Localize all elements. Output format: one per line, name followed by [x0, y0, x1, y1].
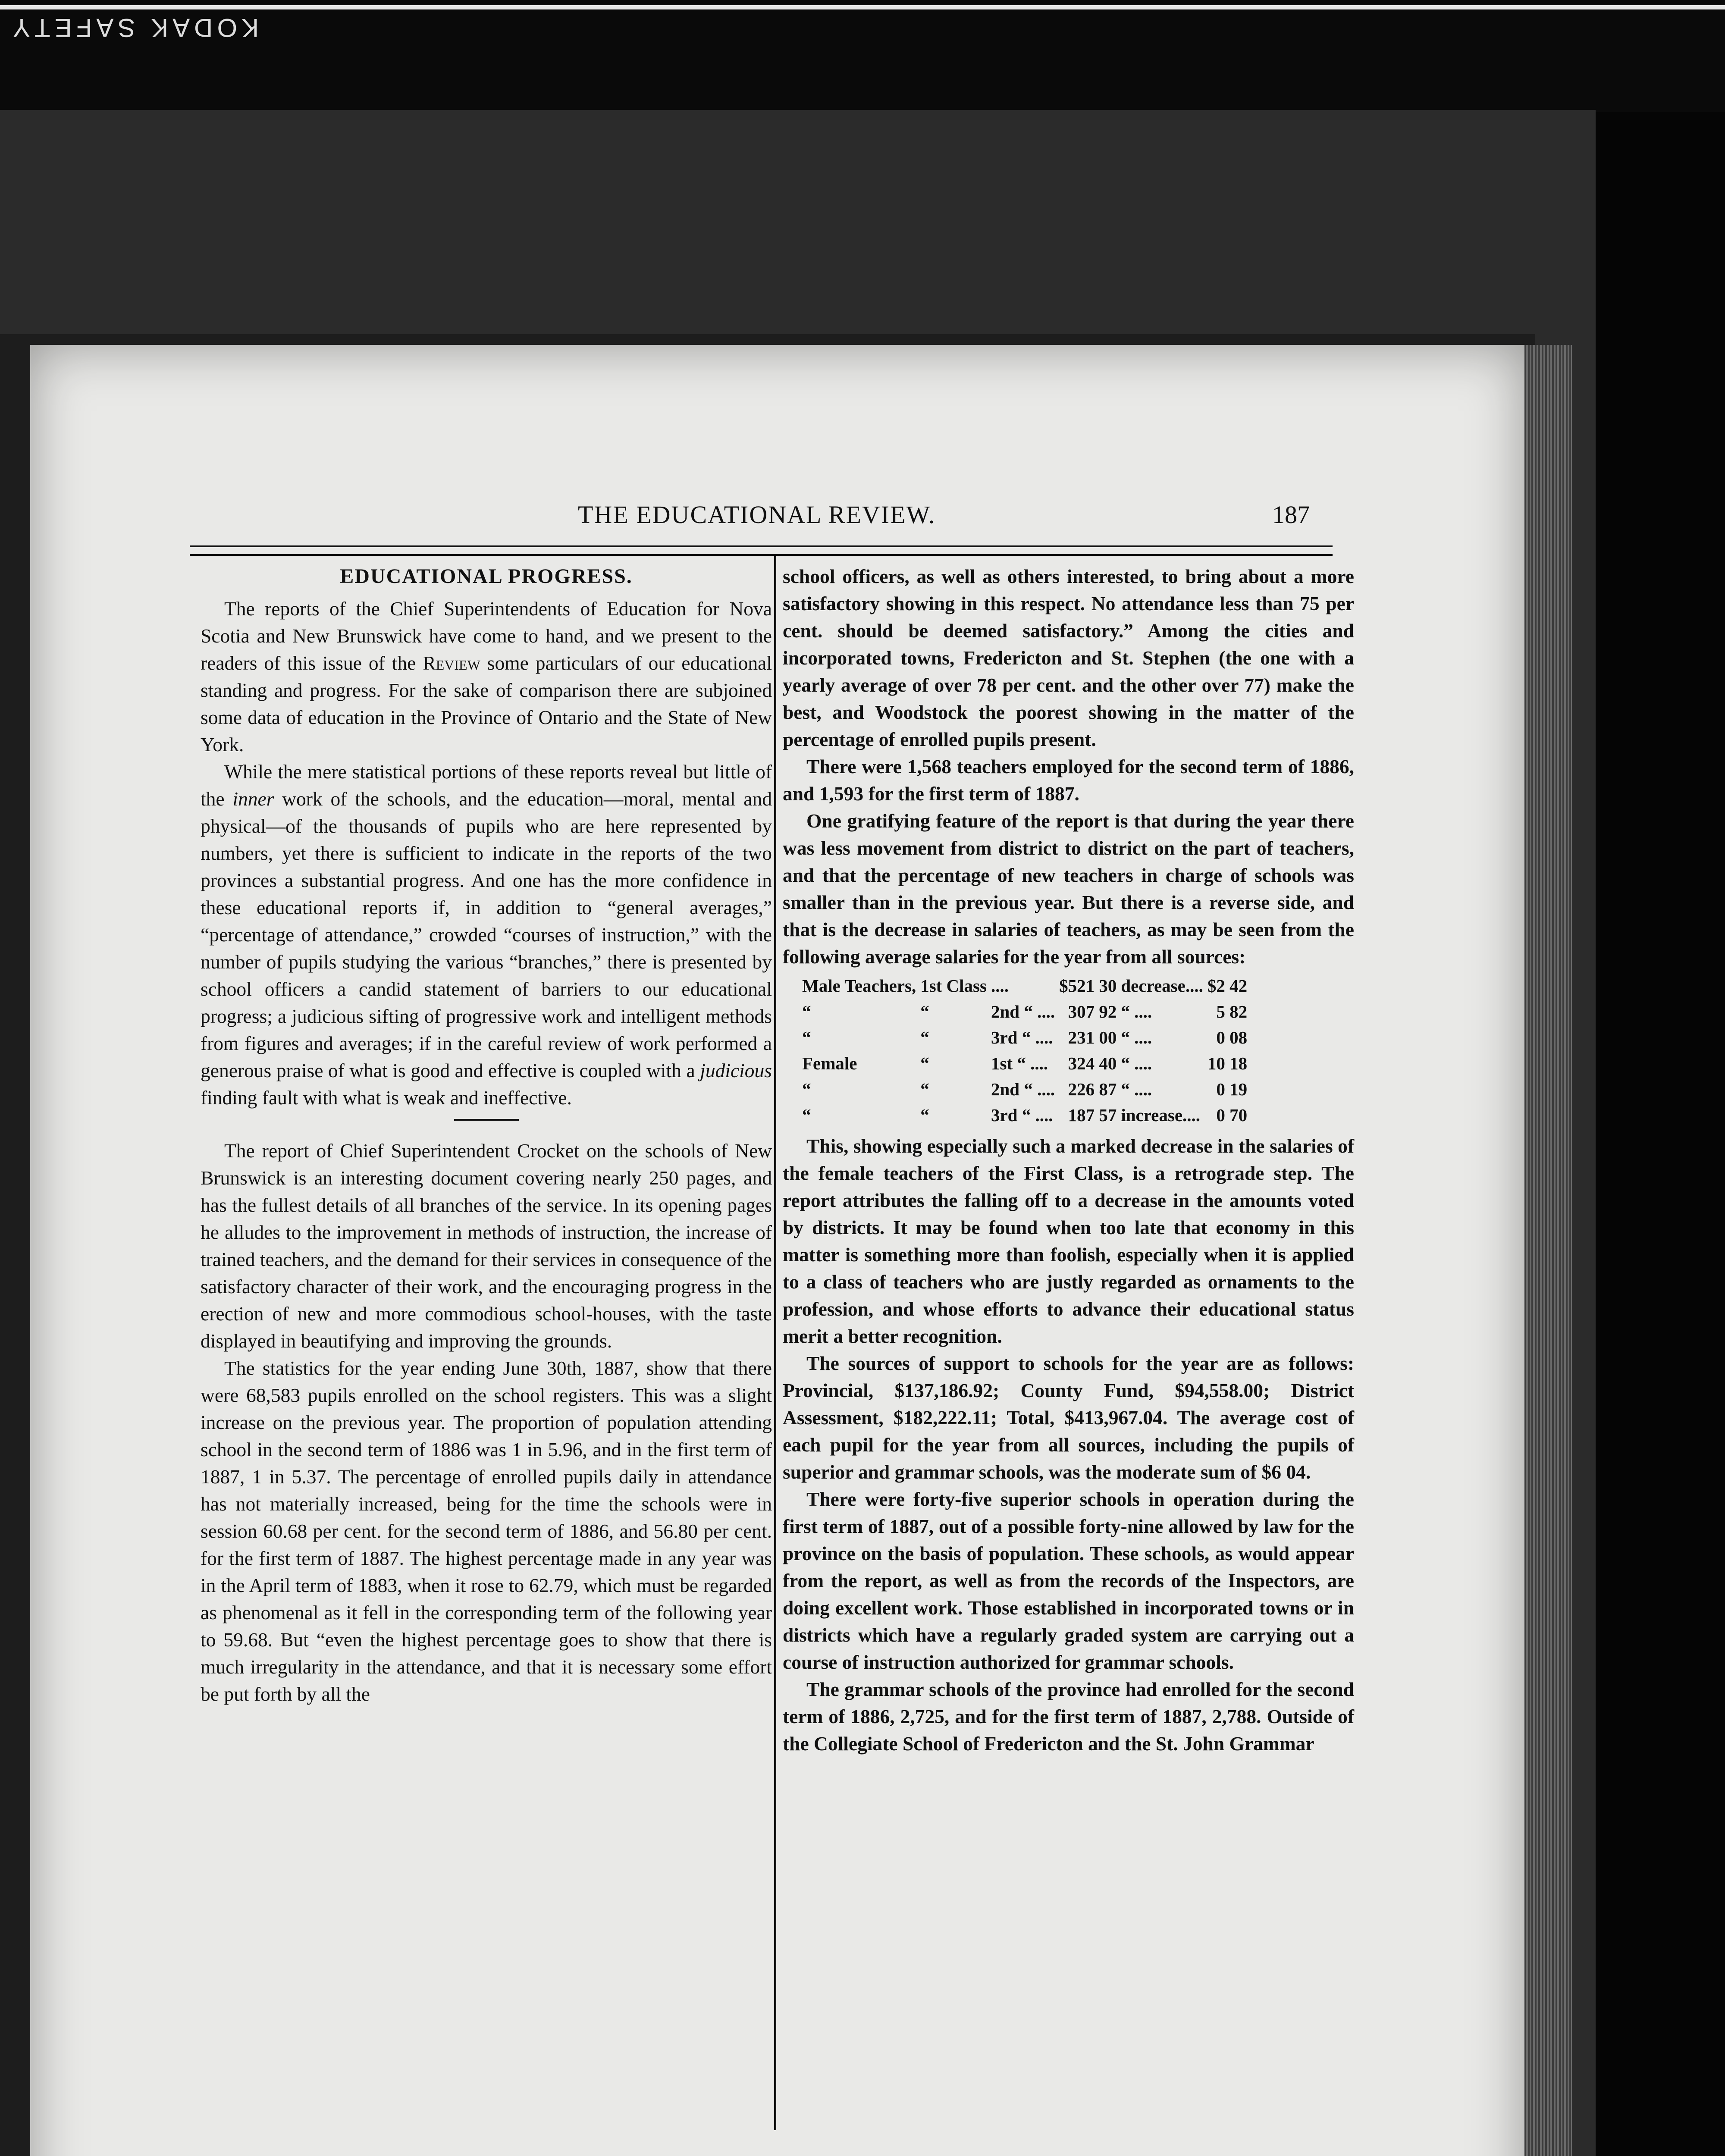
table-cell: “ [920, 1105, 929, 1125]
table-row [802, 1102, 1251, 1128]
book-page-edges [1524, 345, 1572, 2156]
table-cell: 226 87 [1068, 1079, 1117, 1099]
review-smallcaps: Review [423, 652, 480, 674]
page-number: 187 [1272, 501, 1310, 529]
paragraph: The grammar schools of the province had enrolled for the second term of 1886, 2,725, and for the first term of 1887, 2,788. Outside of the Collegiate School of Fredericton and the St. John Grammar [783, 1678, 1354, 1755]
table-row [802, 999, 1251, 1025]
table-cell: “ .... [1121, 1002, 1152, 1022]
paragraph: There were 1,568 teachers employed for the second term of 1886, and 1,593 for the first term of 1887. [783, 755, 1354, 805]
section-separator [454, 1119, 519, 1121]
table-cell: “ [920, 1002, 929, 1022]
table-cell: 0 19 [1216, 1079, 1248, 1099]
film-edge-text: KODAK SAFETY [9, 13, 259, 42]
paragraph: The statistics for the year ending June 30th, 1887, show that there were 68,583 pupils enrolled on the school registers. This was a slight increase on the previous year. The proportion of population attending school in the second term of 1886 was 1 in 5.96, and in the first term of 1887, 1 in 5.37. The percentage of enrolled pupils daily in attendance has not materially increased, being for the time the schools were in session 60.68 per cent. for the second term of 1886, and 56.80 per cent. for the first term of 1887. The highest percentage made in any year was in the April term of 1883, when it rose to 62.79, which must be regarded as phenomenal as it fell in the corresponding term of the following year to 59.68. But “even the highest percentage goes to show that there is much irregularity in the attendance, and that it is necessary some effort be put forth by all the [201, 1357, 772, 1705]
table-cell: 3rd “ .... [991, 1105, 1053, 1125]
table-cell: 307 92 [1068, 1002, 1117, 1022]
table-cell: Male Teachers, [802, 976, 916, 996]
left-column [201, 563, 772, 1708]
table-cell: $2 42 [1207, 976, 1248, 996]
paragraph: One gratifying feature of the report is that during the year there was less movement from district to district on the part of teachers, and that the percentage of new teachers in charge of schools was smaller than in the previous year. But there is a reverse side, and that is the decrease in salaries of teachers, as may be seen from the following average salaries for the year from all sources: [783, 810, 1354, 968]
table-cell: “ [920, 1028, 929, 1047]
running-head: THE EDUCATIONAL REVIEW. [578, 501, 936, 529]
film-edge-stripe [0, 5, 1725, 9]
table-cell: “ .... [1121, 1028, 1152, 1047]
paragraph: There were forty-five superior schools in operation during the first term of 1887, out of a possible forty-nine allowed by law for the province on the basis of population. These schools, as would appear from the report, as well as from the records of the Inspectors, are doing excellent work. Those established in incorporated towns or in districts which have a regularly graded system are carrying out a course of instruction authorized for grammar schools. [783, 1488, 1354, 1673]
table-cell: 0 70 [1216, 1105, 1248, 1125]
table-cell: “ [802, 1079, 811, 1099]
paragraph: This, showing especially such a marked decrease in the salaries of the female teachers of the First Class, is a retrograde step. The report attributes the falling off to a decrease in the amounts voted by districts. It may be found when too late that economy in this matter is something more than foolish, especially when it is applied to a class of teachers who are justly regarded as ornaments to the profession, and whose efforts to advance their educational status merit a better recognition. [783, 1135, 1354, 1347]
table-cell: .... [991, 976, 1009, 996]
right-column [783, 563, 1354, 1757]
table-cell: 2nd “ .... [991, 1079, 1055, 1099]
table-cell: decrease.... [1121, 976, 1203, 996]
table-cell: $521 30 [1059, 976, 1117, 996]
table-cell: “ .... [1121, 1053, 1152, 1073]
salary-table [802, 973, 1251, 1128]
table-cell: “ [920, 1079, 929, 1099]
table-cell: Female [802, 1053, 857, 1073]
table-cell: 187 57 [1068, 1105, 1117, 1125]
table-cell: 324 40 [1068, 1053, 1117, 1073]
table-cell: “ [802, 1002, 811, 1022]
table-cell: 10 18 [1207, 1053, 1248, 1073]
table-cell: 0 08 [1216, 1028, 1248, 1047]
table-cell: “ [802, 1028, 811, 1047]
table-cell: increase.... [1121, 1105, 1201, 1125]
table-row [802, 1076, 1251, 1102]
table-cell: 231 00 [1068, 1028, 1117, 1047]
table-cell: 1st “ .... [991, 1053, 1048, 1073]
table-cell: “ [802, 1105, 811, 1125]
italic-word: judicious [700, 1059, 772, 1081]
paragraph: school officers, as well as others interested, to bring about a more satisfactory showing in this respect. No attendance less than 75 per cent. should be deemed satisfactory.” Among the cities and incorporated towns, Fredericton and St. Stephen (the one with a yearly average of over 78 per cent. and the other over 77) make the best, and Woodstock the poorest showing in the matter of the percentage of enrolled pupils present. [783, 565, 1354, 750]
column-divider [774, 556, 776, 2130]
table-cell: 1st Class [920, 976, 987, 996]
header-double-rule [190, 545, 1333, 556]
article-heading: EDUCATIONAL PROGRESS. [340, 565, 633, 588]
paragraph: The sources of support to schools for the year are as follows: Provincial, $137,186.92; County Fund, $94,558.00; District Assessment, $182,222.11; Total, $413,967.04. The average cost of each pupil for the year from all sources, including the pupils of superior and grammar schools, was the moderate sum of $6 04. [783, 1352, 1354, 1483]
table-cell: 2nd “ .... [991, 1002, 1055, 1022]
table-row [802, 1050, 1251, 1076]
table-cell: “ [920, 1053, 929, 1073]
table-cell: 3rd “ .... [991, 1028, 1053, 1047]
film-border [0, 0, 1725, 112]
table-row [802, 1025, 1251, 1050]
paragraph: The reports of the Chief Superintendents of Education for Nova Scotia and New Brunswick have come to hand, and we present to the readers of this issue of the Review some particulars of our educational standing and progress. For the sake of comparison there are subjoined some data of education in the Province of Ontario and the State of New York. [201, 598, 772, 755]
paragraph: While the mere statistical portions of these reports reveal but little of the inner work of the schools, and the education—moral, mental and physical—of the thousands of pupils who are here represented by numbers, yet there is sufficient to indicate in the reports of the two provinces a substantial progress. And one has the more confidence in these educational reports if, in addition to “general averages,” “percentage of attendance,” crowded “courses of instruction,” with the number of pupils studying the various “branches,” there is presented by school officers a candid statement of barriers to our educational progress; a judicious sifting of progressive work and intelligent methods from figures and averages; if in the careful review of work performed a generous praise of what is good and effective is coupled with a judicious finding fault with what is weak and ineffective. [201, 761, 772, 1109]
table-row [802, 973, 1251, 999]
table-cell: “ .... [1121, 1079, 1152, 1099]
table-cell: 5 82 [1216, 1002, 1248, 1022]
italic-word: inner [232, 788, 274, 810]
paragraph: The report of Chief Superintendent Crocket on the schools of New Brunswick is an interesting document covering nearly 250 pages, and has the fullest details of all branches of the service. In its opening pages he alludes to the improvement in methods of instruction, the increase of trained teachers, and the demand for their services in consequence of the satisfactory character of their work, and the encouraging progress in the erection of new and more commodious school-houses, with the taste displayed in beautifying and improving the grounds. [201, 1140, 772, 1352]
